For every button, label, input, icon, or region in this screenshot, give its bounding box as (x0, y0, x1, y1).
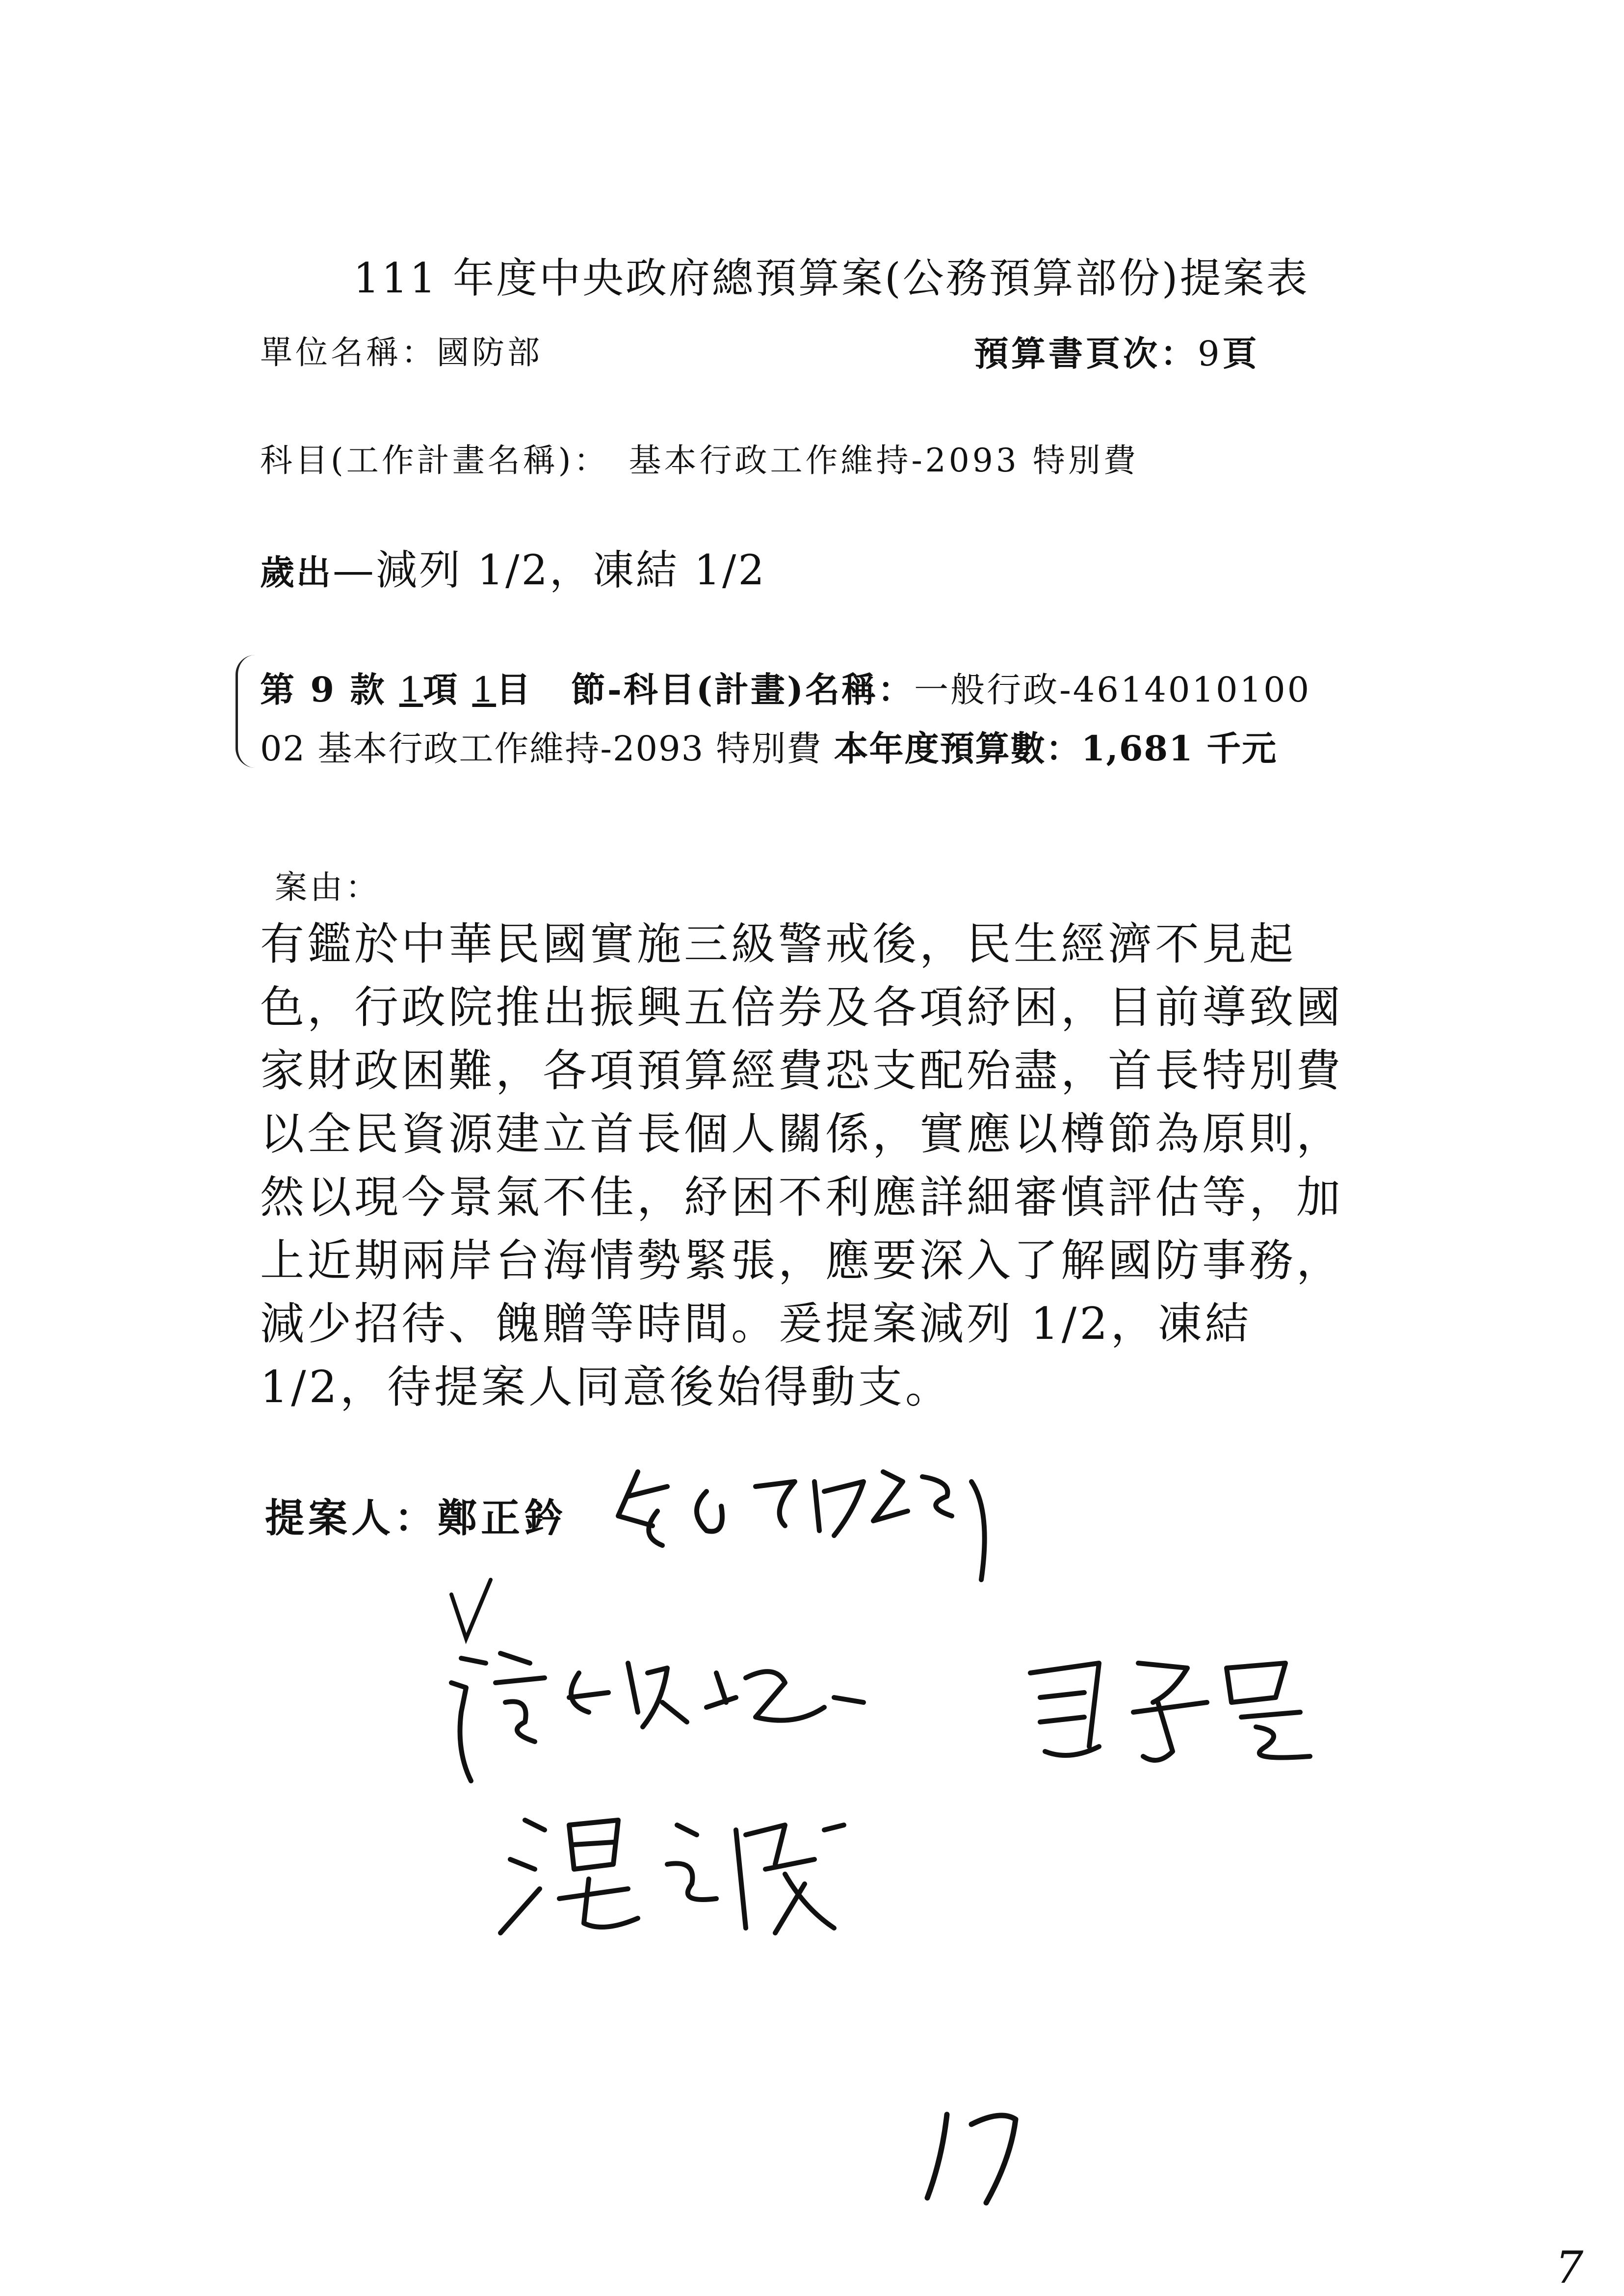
signature-4 (491, 1786, 873, 1972)
reason-line: 家財政困難，各項預算經費恐支配殆盡，首長特別費 (260, 1045, 1343, 1096)
document-title: 111 年度中央政府總預算案(公務預算部份)提案表 (353, 254, 1310, 302)
kuan-prefix: 第 9 款 (260, 669, 387, 710)
reason-line: 上近期兩岸台海情勢緊張，應要深入了解國防事務， (260, 1235, 1343, 1286)
budget-amount-value: 1,681 千元 (1081, 728, 1278, 769)
item-bracket (236, 655, 258, 768)
action-label: 歲出 (260, 552, 333, 593)
subject-label: 科目(工作計畫名稱)： (260, 442, 609, 479)
unit-label: 單位名稱： (260, 334, 437, 371)
handwritten-number (917, 2100, 1035, 2213)
item-name-value: 一般行政-4614010100 (914, 670, 1311, 710)
budget-amount-label: 本年度預算數： (834, 728, 1081, 769)
subject-value: 基本行政工作維持-2093 特別費 (629, 442, 1139, 479)
budget-page-unit: 頁 (1222, 333, 1260, 374)
signature-2 (432, 1634, 883, 1791)
budget-page-line (974, 326, 1260, 376)
action-value: —減列 1/2，凍結 1/2 (333, 546, 766, 594)
signature-1 (608, 1452, 1011, 1590)
proposer-line: 提案人：鄭正鈐 (265, 1495, 567, 1541)
reason-line: 有鑑於中華民國實施三級警戒後，民生經濟不見起 (260, 918, 1296, 970)
unit-line (260, 326, 543, 373)
signature-3 (1011, 1634, 1325, 1781)
mu-label: 目 (496, 669, 533, 710)
page-number: 7 (1555, 2242, 1584, 2294)
action-line (260, 537, 766, 597)
budget-page-label: 預算書頁次： (974, 333, 1198, 374)
subject-line (260, 434, 1139, 481)
reason-body (260, 913, 1408, 1419)
reason-line: 1/2，待提案人同意後始得動支。 (260, 1361, 952, 1413)
mu-number: 1 (472, 670, 497, 710)
reason-label: 案由： (275, 868, 381, 906)
unit-value: 國防部 (437, 334, 543, 371)
item-code-name: 02 基本行政工作維持-2093 特別費 (260, 729, 822, 769)
xiang-number: 1 (399, 670, 423, 710)
reason-line: 以全民資源建立首長個人關係，實應以樽節為原則， (260, 1108, 1343, 1160)
jie-label: 節-科目(計畫)名稱： (571, 669, 915, 710)
item-line-1 (260, 662, 1311, 712)
reason-line: 色，行政院推出振興五倍券及各項紓困，目前導致國 (260, 982, 1343, 1033)
reason-line: 然以現今景氣不佳，紓困不利應詳細審慎評估等，加 (260, 1172, 1343, 1223)
budget-page-value: 9 (1198, 334, 1223, 374)
item-line-2 (260, 721, 1277, 771)
reason-line: 減少招待、餽贈等時間。爰提案減列 1/2，凍結 (260, 1298, 1252, 1350)
xiang-label: 項 (423, 669, 460, 710)
